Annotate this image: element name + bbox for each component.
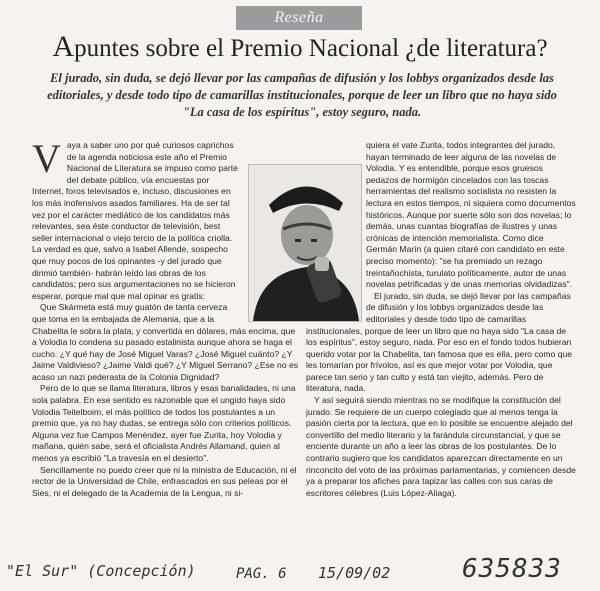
archive-code: 635833 bbox=[462, 554, 562, 584]
paragraph: Sencillamente no puedo creer que ni la ministra de Educación, ni el rector de la Universidad de Chile, enfrascados en sus peleas por el Sies, ni el delegado de la Academia de la Lengua, ni si- bbox=[32, 464, 297, 498]
title-rest: puntes sobre el Premio Nacional ¿de literatura? bbox=[74, 35, 548, 62]
paragraph: aya a saber uno por qué curiosos caprichos de la agenda noticiosa este año el Premio Nacional de Literatura se impuso como parte del debate público, vía encuestas por Internet, foros televisados e, incluso, discusiones en los más inofensivos asados familiares. Ha de ser tal vez por el carácter mediático de los candidatos más relevantes, sea éste conductor de televisión, best seller internacional o viejo tercio de la política criolla. La verdad es que, salvo a Isabel Allende, sospecho que muy pocos de los opinantes -y del jurado que dirimió también- habrán leído las obras de los candidatos; pero sus argumentaciones no se hicieron esperar, porque mal que mal opinar es gratis: bbox=[32, 140, 238, 301]
dropcap: V bbox=[32, 136, 61, 181]
title-initial: A bbox=[52, 30, 75, 63]
page-note: PAG. 6 bbox=[236, 566, 287, 582]
date-note: 15/09/02 bbox=[318, 564, 391, 582]
handwritten-annotation bbox=[6, 554, 596, 588]
article-title bbox=[0, 32, 600, 64]
source-note: "El Sur" (Concepción) bbox=[6, 562, 196, 580]
paragraph: Pero de lo que se llama literatura, libros y esas banalidades, ni una sola palabra. En ese sentido es razonable que el ungido haya sido Volodia Teitelboim, el más político de todos los postulantes a un premio que, ya no hay dudas, se entrega sólo con criterios políticos. Alguna vez fue Campos Menéndez, ayer fue Zurita, hoy Volodia y mañana, quién sabe, será el oficialista Andrés Allamand, quien al menos ya escribió "La travesía en el desierto". bbox=[32, 383, 296, 464]
paragraph: Que Skármeta está muy guatón de tanta cerveza que toma en la embajada de Alemania, que a la Chabelita le sobra la plata, y convertida en dólares, más encima, que a Volodia lo condena su pasado estalinista aunque ahora se haga el cucho. ¿Y qué hay de José Miguel Varas? ¿José Miguel cuánto? ¿Y Jaime Valdivieso? ¿Jaime Valdi qué? ¿Y Miguel Serrano? ¿Ese no es acaso un nazi pederasta de la Colonia Dignidad? bbox=[32, 302, 299, 382]
left-column bbox=[32, 136, 300, 499]
paragraph: quiera el vate Zurita, todos integrantes del jurado, hayan terminado de leer alguna de las novelas de Volodia. Y es entendible, porque esos gruesos pedazos de hormigón cincelados con las toscas herramientas del realismo socialista no resisten la lectura en estos tiempos, ni siquiera como documentos históricos. Aunque por suerte sólo son dos novelas; lo demás, unas cuantas biografías de ilustres y unas crónicas de intención memorialista. Como dice Germán Marín (a quien citaré con candidato en este preciso momento): "se ha premiado un rezago treintañochista, turulato políticamente, autor de unas novelas petrificadas y de unas memorias olvidadizas". bbox=[366, 140, 576, 290]
article-deck: El jurado, sin duda, se dejó llevar por las campañas de difusión y los lobbys organizados desde las editoriales, y desde todo tipo de camarillas institucionales, porque de leer un libro que no haya sido "La casa de los espíritus", estoy seguro, nada. bbox=[47, 71, 557, 119]
right-column bbox=[306, 140, 576, 499]
paragraph: Y así seguirá siendo mientras no se modifique la constitución del jurado. Se requiere de un cuerpo colegiado que al menos tenga la pasión cierta por la lectura, que en lo posible se encuentre alejado del convertillo del medio literario y la farándula circunstancial, y que se enciente durante un año a leer las obras de los postulantes. De lo contrario sugiero que los candidatos aparezcan directamente en un rinconcito del voto de las próximas parlamentarias, y comiencen desde ya a preparar los afiches para tapizar las calles con sus caras de escritores célebres (Luis López-Aliaga). bbox=[306, 395, 576, 498]
paragraph: El jurado, sin duda, se dejó llevar por las campañas de difusión y los lobbys organizados desde las editoriales y desde todo tipo de camarillas institucionales, porque de leer un libro que no haya sido "La casa de los espíritus", estoy seguro, nada. Por eso en el fondo todos hubieran querido votar por la Chabelita, tan famosa que es ella, pero como que les tomarían por frívolos, así es que mejor votar por Volodia, que parece tan serio y tan culto y está tan viejito, además. Pero de literatura, nada. bbox=[306, 290, 573, 394]
section-tag: Reseña bbox=[236, 6, 362, 30]
